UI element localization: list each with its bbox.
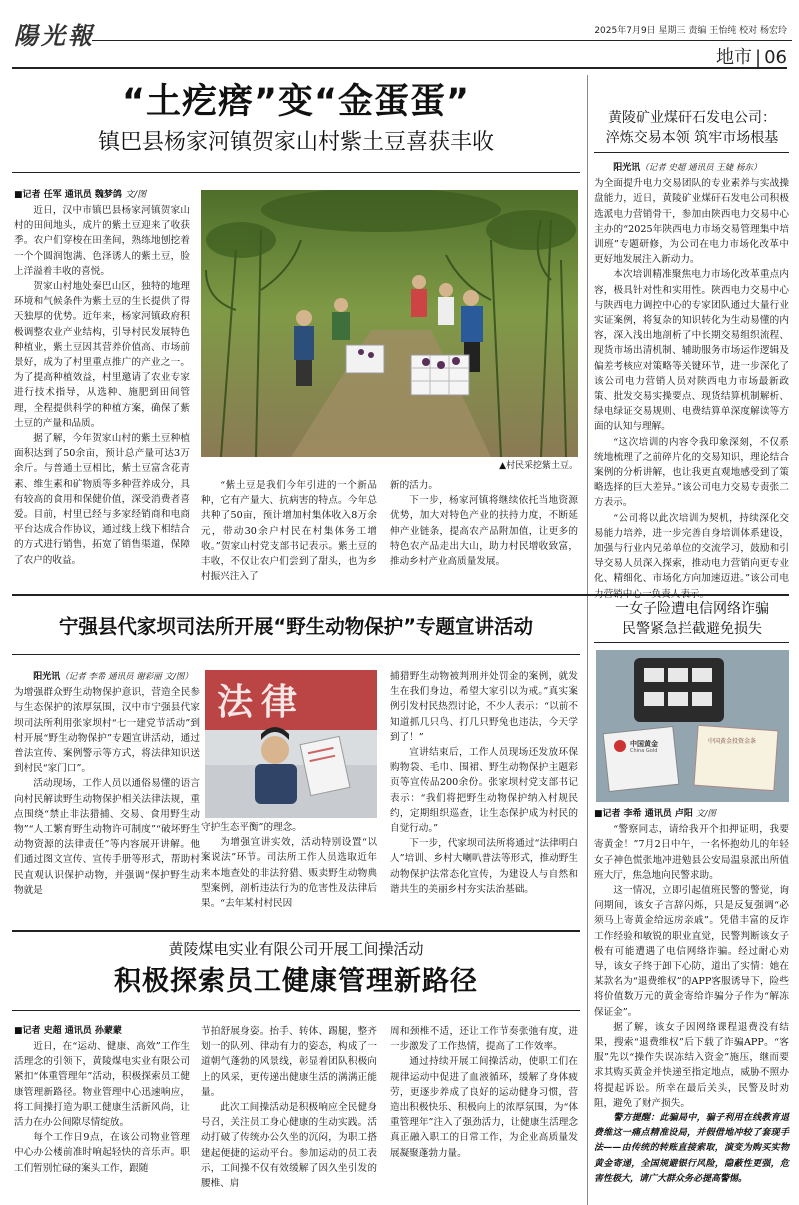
article1-byline: ■记者 任军 通讯员 魏梦鸽 文/图 xyxy=(14,190,147,200)
article3-byline: 阳光讯（记者 李希 通讯员 谢彩丽 文/图） xyxy=(33,672,193,682)
photo-label-logo: 中国黄金 xyxy=(630,740,658,748)
article3-photo-banner: 法律 xyxy=(217,682,306,723)
article5-col1-p1: 近日，在“运动、健康、高效”工作生活理念的引领下，黄陵煤电实业有限公司紧扣“体重管理年”活动，积极探索员工健康管理新路径。物业管理中心迅速响应，将工间操打造为职工健康生活新风尚，让活力在办公间隙尽情绽放。 xyxy=(14,1041,190,1129)
article1-title: “土疙瘩”变“金蛋蛋” xyxy=(121,82,470,122)
article3-title: 宁强县代家坝司法所开展“野生动物保护”专题宣讲活动 xyxy=(58,615,534,638)
article1-col2-p1: “紫土豆是我们今年引进的一个新品种，它有产量大、抗病害的特点。今年总共种了50亩，预计增加村集体收入8万余元，带动30余户村民在村集体务工增收。”贺家山村党支部书记表示。紫土豆的丰收，不仅让农户们尝到了甜头，也为乡村振兴注入了 xyxy=(201,480,377,583)
article3-photo xyxy=(205,670,377,818)
article3-col2 xyxy=(201,820,377,911)
article3-col1-p1: 为增强群众野生动物保护意识，营造全民参与生态保护的浓厚氛围，汉中市宁强县代家坝司法所利用张家坝村“七一建党节活动”到村开展“野生动物保护”专题宣讲活动，通过普法宣传、案例警示等方式，将法律知识送到村民“家门口”。 xyxy=(14,687,200,775)
article4-body xyxy=(594,806,789,1187)
article2-p4: “公司将以此次培训为契机，持续深化交易能力培养，进一步完善自身培训体系建设，加强与行业内兄弟单位的交流学习，鼓励和引导交易人员深入探索，推动电力营销向更专业化、精细化、市场化方向加速迈进。”该公司电力营销中心一负责人表示。 xyxy=(594,512,789,600)
article1-subtitle: 镇巴县杨家河镇贺家山村紫土豆喜获丰收 xyxy=(97,130,494,155)
article3-col3-p3: 下一步，代家坝司法所将通过“法律明白人”培训、乡村大喇叭普法等形式，推动野生动物保护法常态化宣传，为建设人与自然和谐共生的美丽乡村夯实法治基础。 xyxy=(390,838,578,895)
article1-col3-p2: 下一步，杨家河镇将继续依托当地资源优势，加大对特色产业的扶持力度，不断延伸产业链条，提高农产品附加值，让更多的特色农产品走出大山，助力村民增收致富，推动乡村产业高质量发展。 xyxy=(390,495,578,568)
masthead-bottom-rule xyxy=(12,67,787,69)
article3-col3-p2: 宣讲结束后，工作人员现场还发放环保购物袋、毛巾、围裙、野生动物保护主题彩页等宣传品200余份。张家坝村党支部书记表示：“我们将把野生动物保护纳入村规民约，定期组织巡查，让生态保护成为村民的自觉行动。” xyxy=(390,747,578,835)
article2-p1: 为全面提升电力交易团队的专业素养与实战操盘能力，近日，黄陵矿业煤矸石发电公司积极选派电力营销骨干，参加由陕西电力交易中心主办的“2025年陕西电力市场交易管理集中培训班”专题研修，为公司在电力市场化改革中更好地发展注入新动力。 xyxy=(594,178,789,266)
article1-col1-p2: 贺家山村地处秦巴山区，独特的地理环境和气候条件为紫土豆的生长提供了得天独厚的优势。近年来，杨家河镇政府积极调整农业产业结构，引导村民发展特色种植业，紫土豆因其营养价值高、市场前景好，成为了村里重点推广的产业之一。为了提高种植效益，村里邀请了农业专家进行技术指导，从选种、施肥到田间管理，全程提供科学的种植方案，确保了紫土豆的产量和品质。 xyxy=(14,281,190,429)
article4-p2: 这一情况，立即引起值班民警的警觉，询问期间，该女子言辞闪烁，只是反复强调“必须马上寄黄金给远房亲戚”。凭借丰富的反诈工作经验和敏锐的职业直觉，民警判断该女子极有可能遭遇了电信网络诈骗。经过耐心劝导，该女子终于卸下心防，道出了实情：她在某款名为“退费维权”的APP客服诱导下，险些将价值数万元的黄金寄给诈骗分子作为“解冻保证金”。 xyxy=(594,885,789,1018)
article5-col1 xyxy=(14,1039,190,1176)
article4-byline: ■记者 李希 通讯员 卢阳 文/图 xyxy=(594,809,716,819)
article5-col2-p2: 此次工间操活动是积极响应全民健身号召，关注员工身心健康的生动实践。活动打破了传统办公久坐的沉闷，为职工搭建起便捷的运动平台。参加运动的员工表示，工间操不仅有效缓解了因久坐引发的腰椎、肩 xyxy=(201,1102,377,1190)
article5-title: 积极探索员工健康管理新路径 xyxy=(114,966,478,997)
article1-col2 xyxy=(201,478,377,584)
article4-photo-art xyxy=(596,650,789,802)
section-name: 地市 xyxy=(716,47,753,68)
article3-col3-p1: 捕猎野生动物被判刑并处罚金的案例，就发生在我们身边，希望大家引以为戒。”真实案例引发村民热烈讨论，不少人表示：“以前不知道抓几只鸟、打几只野兔也违法，今天学到了！” xyxy=(390,671,578,743)
article1-rule xyxy=(12,172,580,173)
article3-col2-p1: 为增强宣讲实效，活动特别设置“以案说法”环节。司法所工作人员选取近年来本地查处的非法狩猎、贩卖野生动物典型案例，剖析违法行为的危害性及法律后果。“去年某村村民因 xyxy=(201,837,377,910)
article4-p1: “警察同志，请给我开个扣押证明，我要寄黄金！”7月2日中午，一名怀抱幼儿的年轻女子神色慌张地冲进勉县公安局温泉派出所值班大厅，焦急地向民警求助。 xyxy=(594,824,789,881)
section-label: 地市 | 06 xyxy=(716,47,787,68)
right-column-divider xyxy=(587,75,588,1205)
masthead-date-line: 2025年7月9日 星期三 责编 王怡纯 校对 杨宏玲 xyxy=(594,26,787,36)
article2-rule xyxy=(594,152,789,153)
article2-p3: “这次培训的内容令我印象深刻，不仅系统地梳理了之前碎片化的交易知识，理论结合案例的分析讲解，也让我更直观地感受到了策略选择的巨大差异。”该公司电力交易专责张二方表示。 xyxy=(594,436,789,509)
article1-photo xyxy=(201,190,578,457)
article2-body xyxy=(594,160,789,602)
article5-kicker: 黄陵煤电实业有限公司开展工间操活动 xyxy=(168,940,424,958)
article4-title2: 民警紧急拦截避免损失 xyxy=(622,621,762,637)
article5-col3-p1: 周和颈椎不适，还让工作节奏张弛有度，进一步激发了工作热情，提高了工作效率。 xyxy=(390,1026,578,1053)
article3-col1 xyxy=(14,669,200,898)
article5-byline: ■记者 史超 通讯员 孙蒙蒙 xyxy=(14,1026,122,1036)
article3-col3 xyxy=(390,669,578,897)
article2-byline: 阳光讯（记者 史超 通讯员 王婕 杨东） xyxy=(613,163,762,173)
article4-photo xyxy=(596,650,789,802)
article1-col1 xyxy=(14,203,190,568)
article1-col1-p3: 据了解，今年贺家山村的紫土豆种植面积达到了50余亩，预计总产量可达3万余斤。与普通土豆相比，紫土豆富含花青素、维生素和矿物质等多种营养成分，具有较高的食用和保健价值，深受消费者喜爱。目前，村里已经与多家经销商和电商平台达成合作协议，通过线上线下相结合的方式进行销售，拓宽了销售渠道，保障了农户的收益。 xyxy=(14,433,190,566)
article2-title2: 淬炼交易本领 筑牢市场根基 xyxy=(605,130,779,146)
article5-col2-p1: 节拍舒展身姿。抬手、转体、踢腿，整齐划一的队列、律动有力的姿态，构成了一道朝气蓬勃的风景线，彰显着团队积极向上的风采，更传递出健康生活的满满正能量。 xyxy=(201,1026,377,1098)
article1-col3-p1: 新的活力。 xyxy=(390,480,438,491)
article4-title: 一女子险遭电信网络诈骗 xyxy=(615,601,769,617)
article3-photo-caption: 守护生态平衡”的理念。 xyxy=(201,822,302,833)
article1-col3 xyxy=(390,478,578,569)
article5-col1-p2: 每个工作日9点，在该公司物业管理中心办公楼前准时响起轻快的音乐声。职工们暂别忙碌的案头工作，跟随 xyxy=(14,1132,190,1174)
masthead-logo: 陽光報 xyxy=(14,21,95,50)
article3-col1-p2: 活动现场，工作人员以通俗易懂的语言向村民解读野生动物保护相关法律法规，重点围绕“禁止非法猎捕、交易、食用野生动物”“人工繁育野生动物许可制度”“破坏野生动物资源的法律责任”等内容展开讲解。他们通过图文宣传、宣传手册等形式，帮助村民直观认识保护动物，并强调“保护野生动物就是 xyxy=(14,778,200,896)
page-number: 06 xyxy=(764,47,787,68)
article5-col3-p2: 通过持续开展工间操活动，使职工们在规律运动中促进了血液循环，缓解了身体疲劳，更逐步养成了良好的运动健身习惯，营造出积极快乐、积极向上的浓厚氛围，为“体重管理年”注入了强劲活力，让健康生活理念真正融入职工的日常工作，为企业高质量发展凝聚蓬勃力量。 xyxy=(390,1056,578,1159)
masthead-top-rule xyxy=(92,40,792,41)
section-rule-bottom xyxy=(12,930,580,932)
article5-col3 xyxy=(390,1024,578,1161)
article2-p2: 本次培训精准聚焦电力市场化改革重点内容，极具针对性和实用性。陕西电力交易中心与陕西电力调控中心的专家团队通过大量行业实证案例，将复杂的知识转化为生动易懂的内容，深入浅出地剖析了中长期交易组织流程、现货市场出清机制、辅助服务市场运作逻辑及偏差考核应对策略等关键环节，进一步深化了该公司电力营销人员对陕西电力市场最新政策、批发交易实操要点、现货结算机制解析、绿电绿证交易规则、电费结算单深度解读等方面的认知与理解。 xyxy=(594,269,789,433)
section-rule-mid xyxy=(12,594,789,596)
article1-photo-caption: ▲村民采挖紫土豆。 xyxy=(499,461,578,471)
photo-label-logo-en: China Gold xyxy=(630,748,658,754)
article3-rule xyxy=(12,654,580,655)
photo-label-cert: 中国黄金投资金条 xyxy=(708,738,757,745)
article1-col1-p1: 近日，汉中市镇巴县杨家河镇贺家山村的田间地头，成片的紫土豆迎来了收获季。农户们穿梭在田垄间，熟练地刨挖着一个个圆润饱满、色泽诱人的紫土豆，脸上洋溢着丰收的喜悦。 xyxy=(14,205,190,277)
article4-warning: 警方提醒：此骗局中，骗子利用在线教育退费维这一痛点精准设局，并假借地冲较了套现手法——由传统的转账直接索取，演变为购买实物黄金寄递，全国规避银行风险，隐蔽性更强，危害性极大，请广大群众务必提高警惕。 xyxy=(594,1113,789,1184)
article5-rule xyxy=(12,1010,580,1011)
article4-rule xyxy=(594,642,789,643)
article5-col2 xyxy=(201,1024,377,1191)
article1-photo-art xyxy=(201,190,578,457)
article2-title: 黄陵矿业煤矸石发电公司： xyxy=(608,110,776,126)
article4-p3: 据了解，该女子因网络课程退费没有结果，搜索“退费维权”后下载了诈骗APP。“客服”先以“操作失误冻结入资金”施压，继而要求其购买黄金并快递至指定地点，威胁不照办将提起诉讼。所幸在最后关头，民警及时劝阻，避免了财产损失。 xyxy=(594,1021,789,1109)
